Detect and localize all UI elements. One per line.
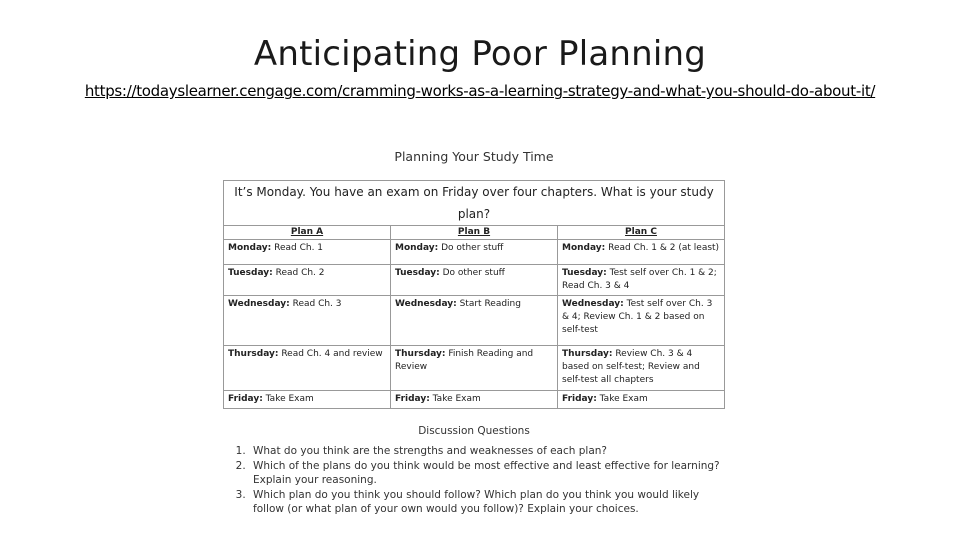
- article-link[interactable]: https://todayslearner.cengage.com/cramming-works-as-a-learning-strategy-and-what-you-should-do-about-it/: [84, 82, 876, 100]
- plan-c-header: Plan C: [558, 226, 725, 240]
- discussion-title: Discussion Questions: [418, 425, 530, 437]
- table-row-wednesday: [224, 296, 725, 346]
- table-row-thursday: [224, 346, 725, 391]
- table-row-monday: [224, 240, 725, 265]
- table-cell: Wednesday: Test self over Ch. 3 & 4; Review Ch. 1 & 2 based on self-test: [558, 296, 725, 346]
- table-cell: Friday: Take Exam: [224, 391, 391, 409]
- table-cell: Thursday: Finish Reading and Review: [391, 346, 558, 391]
- table-cell: Wednesday: Read Ch. 3: [224, 296, 391, 346]
- study-plan-table: [223, 180, 725, 409]
- table-cell: Thursday: Review Ch. 3 & 4 based on self-test; Review and self-test all chapters: [558, 346, 725, 391]
- table-cell: Tuesday: Read Ch. 2: [224, 265, 391, 296]
- table-question: It’s Monday. You have an exam on Friday over four chapters. What is your study plan?: [224, 181, 725, 226]
- table-cell: Friday: Take Exam: [558, 391, 725, 409]
- table-header-row: [224, 226, 725, 240]
- table-cell: Thursday: Read Ch. 4 and review: [224, 346, 391, 391]
- table-cell: Tuesday: Do other stuff: [391, 265, 558, 296]
- table-question-row: [224, 181, 725, 226]
- table-cell: Monday: Do other stuff: [391, 240, 558, 265]
- table-cell: Monday: Read Ch. 1: [224, 240, 391, 265]
- slide-title: Anticipating Poor Planning: [253, 34, 707, 74]
- plan-b-header: Plan B: [391, 226, 558, 240]
- table-cell: Tuesday: Test self over Ch. 1 & 2; Read Ch. 3 & 4: [558, 265, 725, 296]
- document-title: Planning Your Study Time: [394, 149, 554, 164]
- table-cell: Monday: Read Ch. 1 & 2 (at least): [558, 240, 725, 265]
- table-row-friday: [224, 391, 725, 409]
- table-cell: Wednesday: Start Reading: [391, 296, 558, 346]
- plan-a-header: Plan A: [224, 226, 391, 240]
- list-item: 1. What do you think are the strengths and weaknesses of each plan?: [249, 444, 725, 459]
- table-cell: Friday: Take Exam: [391, 391, 558, 409]
- table-row-tuesday: [224, 265, 725, 296]
- study-plan-document: [223, 146, 725, 517]
- discussion-questions: [223, 444, 725, 517]
- list-item: 2. Which of the plans do you think would be most effective and least effective for learning? Explain your reasoning.: [249, 459, 725, 488]
- list-item: 3. Which plan do you think you should follow? Which plan do you think you would likely follow (or what plan of your own would you follow)? Explain your choices.: [249, 488, 725, 517]
